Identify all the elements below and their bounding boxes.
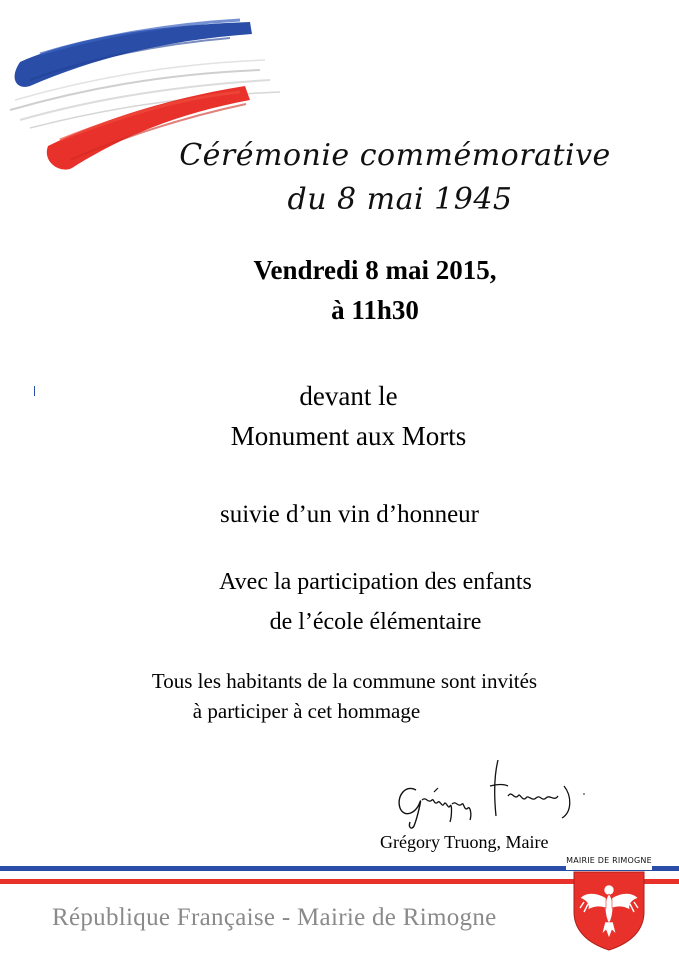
place-line-2: Monument aux Morts [230,421,467,451]
invitation-line-2: à participer à cet hommage [192,699,421,723]
ceremony-title [150,134,640,222]
participation-note [0,562,679,642]
title-line-1: Cérémonie commémorative [179,138,611,173]
participation-line-1: Avec la participation des enfants [219,569,532,595]
crest-label: MAIRIE DE RIMOGNE [566,856,652,865]
date-line-1: Vendredi 8 mai 2015, [253,255,497,285]
invitation-line-1: Tous les habitants de la commune sont invités [151,669,538,693]
handwritten-signature [386,756,596,836]
reception-note: suivie d’un vin d’honneur [220,501,479,528]
event-place [0,376,679,456]
event-date [170,250,580,330]
signer-name: Grégory Truong, Maire [380,832,549,852]
town-crest-icon [566,856,652,952]
footer-text: République Française - Mairie de Rimogne [52,904,497,931]
blue-brush-stroke [15,20,252,87]
date-line-2: à 11h30 [331,295,419,325]
title-line-2: du 8 mai 1945 [287,182,513,217]
place-line-1: devant le [299,381,398,411]
participation-line-2: de l’école élémentaire [269,609,482,635]
invitation-note [0,666,679,726]
